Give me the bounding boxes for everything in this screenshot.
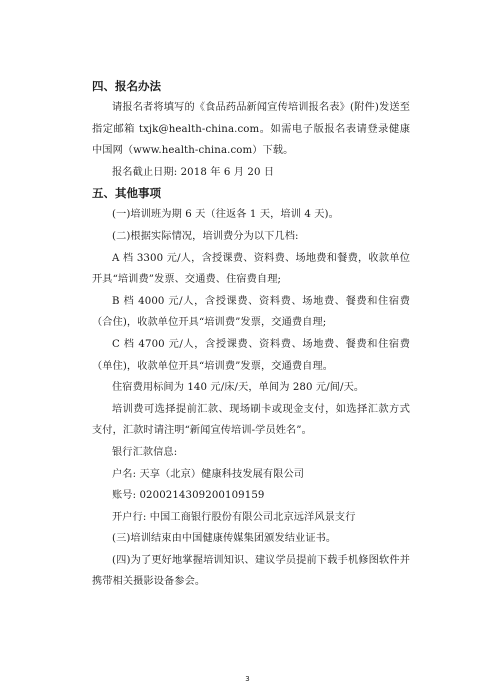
registration-deadline: 报名截止日期: 2018 年 6 月 20 日 xyxy=(112,166,275,178)
payment-methods: 培训费可选择提前汇款、现场刷卡或现金支付，如选择汇款方式支付，汇款时请注明“新闻宣传培训-学员姓名”。 xyxy=(92,403,410,437)
fee-tier-b: B 档 4000 元/人，含授课费、资料费、场地费、餐费和住宿费（合住)，收款单位开具“培训费”发票，交通费自理; xyxy=(92,295,410,329)
item-certificate: (三)培训结束由中国健康传媒集团颁发结业证书。 xyxy=(112,533,337,545)
bank-account-name: 户名: 天享（北京）健康科技发展有限公司 xyxy=(112,468,305,480)
bank-info-title: 银行汇款信息: xyxy=(112,446,178,458)
section-heading-registration: 四、报名办法 xyxy=(92,79,161,93)
item-duration: (一)培训班为期 6 天（往返各 1 天，培训 4 天)。 xyxy=(112,209,339,221)
bank-branch: 开户行: 中国工商银行股份有限公司北京远洋风景支行 xyxy=(112,511,356,523)
document-body xyxy=(92,76,410,593)
fee-tier-c: C 档 4700 元/人，含授课费、资料费、场地费、餐费和住宿费（单住)，收款单位开具“培训费”发票，交通费自理。 xyxy=(92,338,410,372)
section-heading-other-matters: 五、其他事项 xyxy=(92,186,161,201)
fee-tier-a: A 档 3300 元/人，含授课费、资料费、场地费和餐费，收款单位开具“培训费”发票、交通费、住宿费自理; xyxy=(92,252,410,286)
item-fee-tiers: (二)根据实际情况，培训费分为以下几档: xyxy=(112,230,299,242)
page-number: 3 xyxy=(245,675,250,683)
registration-instructions: 请报名者将填写的《食品药品新闻宣传培训报名表》(附件)发送至指定邮箱 txjk@health-china.com。如需电子版报名表请登录健康中国网（www.health-china.com）下载。 xyxy=(92,102,410,157)
item-preparation: (四)为了更好地掌握培训知识、建议学员提前下载手机修图软件并携带相关摄影设备参会。 xyxy=(92,554,410,588)
bank-account-number: 账号: 0200214309200109159 xyxy=(112,490,265,502)
lodging-fee: 住宿费用标间为 140 元/床/天，单间为 280 元/间/天。 xyxy=(112,382,365,394)
